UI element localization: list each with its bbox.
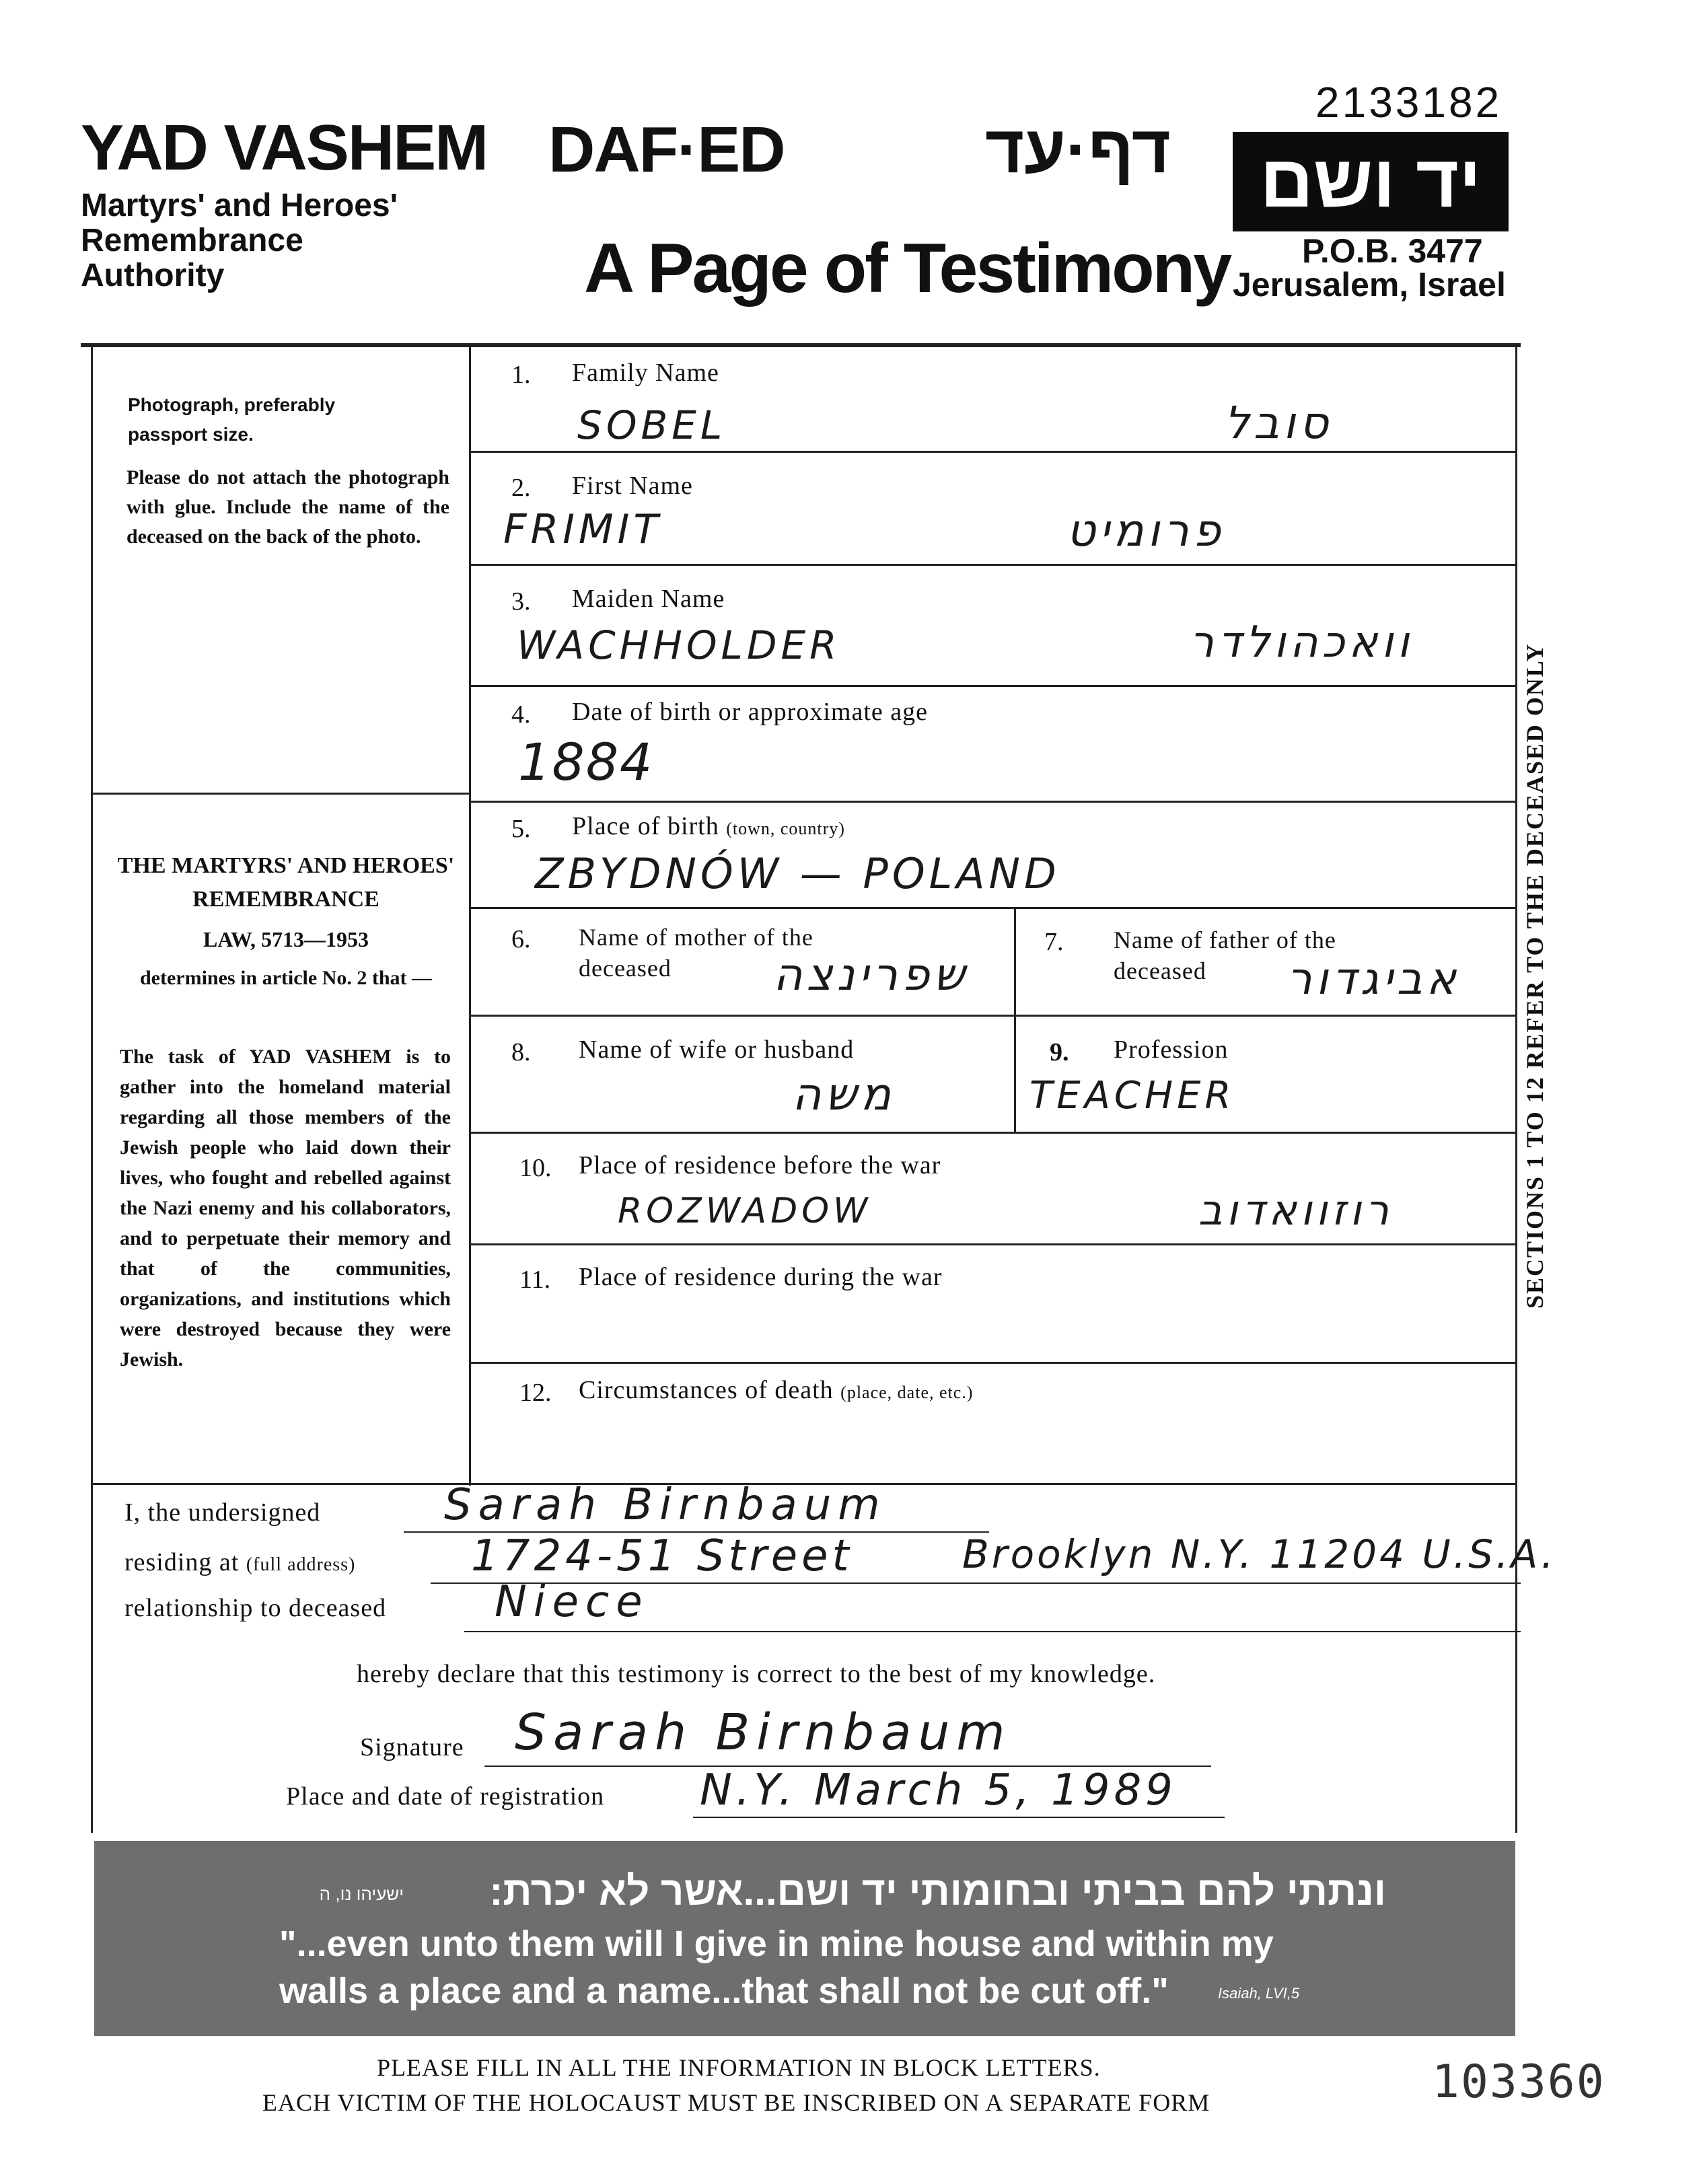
address-label — [124, 1548, 355, 1577]
footer-stamp-number: 103360 — [1432, 2055, 1605, 2109]
law-name: LAW, 5713—1953 — [203, 927, 369, 951]
row-divider — [469, 801, 1515, 803]
signature-label: Signature — [360, 1733, 464, 1761]
field-number: 4. — [511, 700, 531, 729]
daf-ed-hebrew: דף·עד — [984, 112, 1171, 187]
banner-english-line2: walls a place and a name...that shall not be cut off." — [279, 1971, 1169, 2011]
banner-hebrew-quote: ונתתי להם בביתי ובחומותי יד ושם...אשר לא יכרת: — [489, 1868, 1386, 1914]
maiden-name-label: Maiden Name — [572, 585, 725, 613]
birth-place-label-text: Place of birth — [572, 812, 719, 840]
maiden-name-hebrew[interactable]: וואכהולדר — [1189, 618, 1413, 667]
field-number: 3. — [511, 587, 531, 616]
banner-ref: Isaiah, LVI,5 — [1218, 1985, 1300, 2002]
form-top-border — [81, 343, 1521, 347]
row-divider — [469, 1362, 1515, 1364]
birth-place-value[interactable]: ZBYDNÓW — POLAND — [535, 849, 1060, 898]
org-subtitle-line: Remembrance — [81, 223, 303, 258]
place-date-value[interactable]: N.Y. March 5, 1989 — [700, 1766, 1177, 1815]
daf-ed-title: DAF·ED — [548, 114, 785, 186]
law-text: The task of YAD VASHEM is to gather into the homeland material regarding all those members of the Jewish people who laid down their lives, who fought and rebelled against the Nazi enemy and his collaborators, and to perpetuate their memory and that of the communities, organizations, and institutions which were destroyed because they were Jewish. — [120, 1046, 451, 1371]
column-divider — [1014, 907, 1016, 1132]
place-date-label: Place and date of registration — [286, 1782, 605, 1811]
serial-number: 2133182 — [1315, 78, 1503, 126]
relationship-line — [464, 1631, 1521, 1632]
maiden-name-value[interactable]: WACHHOLDER — [517, 622, 841, 668]
sidebar-section-divider — [91, 793, 469, 795]
row-divider — [469, 564, 1515, 566]
field-number: 12. — [519, 1379, 552, 1407]
profession-value[interactable]: TEACHER — [1029, 1074, 1235, 1118]
field-number: 8. — [511, 1038, 531, 1066]
place-date-line — [693, 1817, 1225, 1818]
row-divider — [469, 1132, 1515, 1134]
undersigned-label: I, the undersigned — [124, 1498, 321, 1527]
sections-side-note: SECTIONS 1 TO 12 REFER TO THE DECEASED ONLY — [1521, 643, 1548, 1309]
death-circumstances-label-hint: (place, date, etc.) — [840, 1383, 974, 1402]
residence-during-label: Place of residence during the war — [579, 1263, 943, 1291]
row-divider — [469, 1243, 1515, 1245]
org-subtitle-line: Martyrs' and Heroes' — [81, 188, 398, 223]
first-name-hebrew[interactable]: פרומיט — [1066, 505, 1225, 556]
org-title: YAD VASHEM — [81, 112, 488, 184]
first-name-label: First Name — [572, 472, 693, 500]
law-article: determines in article No. 2 that — — [139, 967, 433, 989]
address-value[interactable]: 1724-51 Street — [471, 1531, 853, 1581]
org-subtitle-line: Authority — [81, 258, 225, 293]
field-number: 7. — [1044, 928, 1064, 956]
residence-before-hebrew[interactable]: רוזוואדוב — [1198, 1186, 1393, 1235]
death-circumstances-label — [579, 1375, 973, 1405]
field-number: 2. — [511, 474, 531, 502]
banner-hebrew-ref: ישעיהו נו, ה — [319, 1884, 404, 1904]
page-title: A Page of Testimony — [584, 229, 1231, 307]
row-divider — [469, 685, 1515, 687]
address-label-text: residing at — [124, 1548, 240, 1576]
family-name-label: Family Name — [572, 359, 719, 387]
birth-date-value[interactable]: 1884 — [518, 732, 654, 792]
birth-date-label: Date of birth or approximate age — [572, 698, 928, 726]
row-divider — [469, 1015, 1515, 1017]
first-name-value[interactable]: FRIMIT — [503, 506, 663, 553]
form-left-border — [91, 344, 93, 1833]
family-name-hebrew[interactable]: סובל — [1224, 397, 1332, 449]
logo-hebrew-text: יד ושם — [1260, 140, 1482, 223]
death-circumstances-label-text: Circumstances of death — [579, 1376, 834, 1404]
field-number: 1. — [511, 361, 531, 389]
field-number: 6. — [511, 925, 531, 953]
mother-name-label: Name of mother of the deceased — [579, 924, 813, 982]
address-label-hint: (full address) — [246, 1554, 356, 1575]
father-name-label: Name of father of the deceased — [1114, 926, 1336, 984]
profession-label: Profession — [1114, 1035, 1229, 1064]
undersigned-value[interactable]: Sarah Birnbaum — [444, 1480, 887, 1530]
field-number: 9. — [1050, 1038, 1069, 1066]
declaration-statement: hereby declare that this testimony is correct to the best of my knowledge. — [357, 1660, 1156, 1688]
father-name-hebrew[interactable]: אביגדור — [1287, 953, 1460, 1005]
city: Jerusalem, Israel — [1233, 266, 1506, 303]
field-number: 5. — [511, 815, 531, 843]
law-title: THE MARTYRS' AND HEROES' REMEMBRANCE — [117, 853, 455, 912]
address-city-value[interactable]: Brooklyn N.Y. 11204 U.S.A. — [962, 1531, 1556, 1577]
signature-value[interactable]: Sarah Birnbaum — [515, 1704, 1012, 1761]
birth-place-label — [572, 811, 845, 841]
relationship-label: relationship to deceased — [124, 1594, 387, 1622]
footer-instruction-2: EACH VICTIM OF THE HOLOCAUST MUST BE INSCRIBED ON A SEPARATE FORM — [262, 2089, 1210, 2116]
birth-place-label-hint: (town, country) — [726, 819, 845, 838]
form-right-border — [1515, 344, 1517, 1833]
field-number: 10. — [519, 1154, 552, 1182]
row-divider — [469, 907, 1515, 909]
spouse-name-hebrew[interactable]: משה — [792, 1068, 895, 1120]
mother-name-hebrew[interactable]: שפרינצה — [773, 949, 969, 1000]
row-divider — [469, 451, 1515, 453]
family-name-value[interactable]: SOBEL — [577, 402, 727, 448]
photo-instructions-title: Photograph, preferably passport size. — [128, 394, 336, 445]
org-subtitle — [81, 188, 398, 293]
relationship-value[interactable]: Niece — [495, 1577, 649, 1627]
residence-before-value[interactable]: ROZWADOW — [618, 1191, 872, 1231]
footer-instruction-1: PLEASE FILL IN ALL THE INFORMATION IN BLOCK LETTERS. — [377, 2054, 1101, 2081]
field-number: 11. — [519, 1266, 551, 1294]
photo-instructions: Please do not attach the photograph with glue. Include the name of the deceased on the back of the photo. — [126, 466, 449, 548]
spouse-name-label: Name of wife or husband — [579, 1035, 855, 1064]
pob: P.O.B. 3477 — [1302, 232, 1483, 270]
sidebar-divider — [469, 344, 471, 1486]
banner-english-line1: "...even unto them will I give in mine house and within my — [279, 1924, 1274, 1964]
residence-before-label: Place of residence before the war — [579, 1151, 941, 1179]
